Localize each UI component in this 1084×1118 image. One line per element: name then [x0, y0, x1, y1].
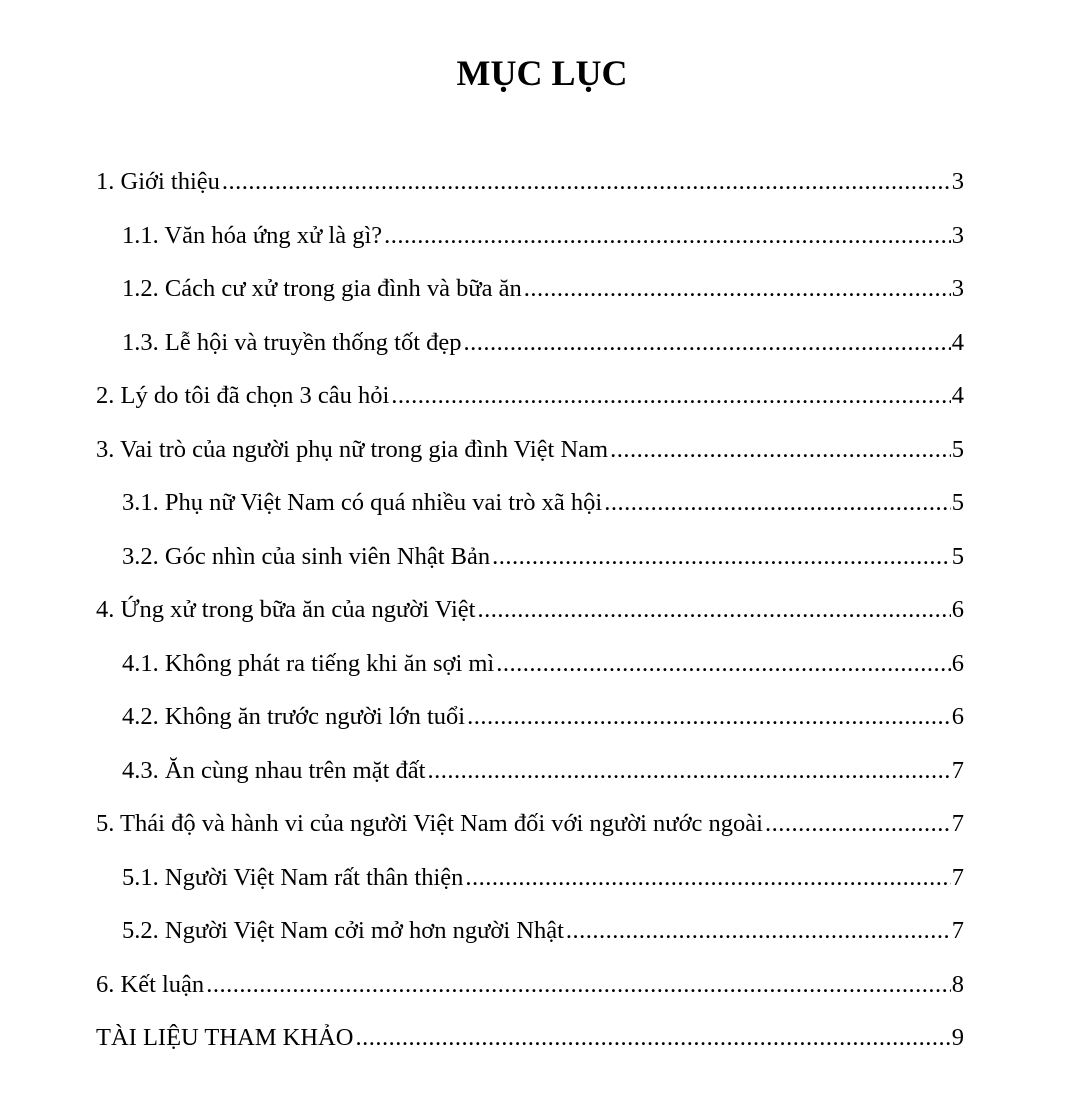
toc-dot-leader — [206, 963, 951, 1007]
toc-list — [96, 160, 964, 1070]
toc-page-number: 3 — [951, 221, 964, 249]
toc-dot-leader — [467, 695, 951, 739]
toc-entry-khong-an-truoc[interactable] — [96, 695, 964, 749]
toc-entry-coi-mo[interactable] — [96, 909, 964, 963]
toc-entry-label: 3. Vai trò của người phụ nữ trong gia đình Việt Nam — [96, 435, 609, 463]
toc-entry-label: 4.3. Ăn cùng nhau trên mặt đất — [122, 756, 426, 784]
toc-entry-thai-do[interactable] — [96, 802, 964, 856]
toc-page-number: 4 — [951, 382, 964, 409]
toc-page-number: 3 — [951, 168, 964, 195]
toc-entry-an-cung-nhau[interactable] — [96, 749, 964, 803]
toc-page-number: 3 — [951, 275, 964, 302]
toc-page-number: 6 — [951, 703, 964, 730]
toc-entry-label: 4.2. Không ăn trước người lớn tuổi — [122, 703, 466, 730]
toc-entry-label: 1.1. Văn hóa ứng xử là gì? — [122, 221, 383, 249]
toc-entry-label: 1.3. Lễ hội và truyền thống tốt đẹp — [122, 328, 462, 356]
toc-dot-leader — [391, 374, 950, 418]
toc-page-number: 7 — [951, 917, 964, 944]
toc-page-number: 7 — [951, 810, 964, 837]
toc-entry-label: 4. Ứng xử trong bữa ăn của người Việt — [96, 596, 476, 623]
toc-dot-leader — [566, 909, 951, 953]
toc-entry-label: 1.2. Cách cư xử trong gia đình và bữa ăn — [122, 275, 522, 302]
toc-dot-leader — [496, 642, 951, 686]
toc-entry-khong-phat-tieng[interactable] — [96, 642, 964, 696]
toc-entry-label: 5.2. Người Việt Nam cởi mở hơn người Nhật — [122, 917, 564, 944]
toc-entry-gioi-thieu[interactable] — [96, 160, 964, 214]
toc-dot-leader — [492, 535, 951, 579]
toc-page-number: 4 — [951, 328, 964, 356]
toc-page-number: 7 — [951, 756, 964, 784]
toc-title: MỤC LỤC — [456, 53, 628, 93]
toc-entry-label: 3.1. Phụ nữ Việt Nam có quá nhiều vai trò xã hội — [122, 489, 603, 516]
toc-entry-label: 4.1. Không phát ra tiếng khi ăn sợi mì — [122, 649, 495, 677]
toc-dot-leader — [610, 428, 951, 472]
toc-entry-cach-cu-xu[interactable] — [96, 267, 964, 321]
toc-entry-than-thien[interactable] — [96, 856, 964, 910]
toc-dot-leader — [465, 856, 950, 900]
toc-entry-label: 2. Lý do tôi đã chọn 3 câu hỏi — [96, 382, 390, 409]
toc-dot-leader — [384, 214, 951, 258]
toc-entry-ket-luan[interactable] — [96, 963, 964, 1017]
toc-dot-leader — [524, 267, 951, 311]
toc-entry-label: 5.1. Người Việt Nam rất thân thiện — [122, 863, 464, 891]
toc-page-number: 5 — [951, 489, 964, 516]
toc-entry-ly-do[interactable] — [96, 374, 964, 428]
toc-page-number: 7 — [951, 863, 964, 891]
toc-page-number: 5 — [951, 435, 964, 463]
toc-entry-label: TÀI LIỆU THAM KHẢO — [96, 1024, 354, 1051]
toc-entry-label: 6. Kết luận — [96, 970, 205, 998]
toc-entry-ung-xu-bua-an[interactable] — [96, 588, 964, 642]
toc-dot-leader — [464, 321, 951, 365]
toc-page-number: 6 — [951, 596, 964, 623]
toc-page-number: 8 — [951, 970, 964, 998]
toc-dot-leader — [765, 802, 951, 846]
toc-page-number: 5 — [951, 542, 964, 570]
toc-entry-goc-nhin[interactable] — [96, 535, 964, 589]
toc-entry-le-hoi[interactable] — [96, 321, 964, 375]
toc-entry-phu-nu-vai-tro[interactable] — [96, 481, 964, 535]
toc-dot-leader — [427, 749, 950, 793]
toc-entry-tai-lieu-tham-khao[interactable] — [96, 1016, 964, 1070]
toc-entry-label: 3.2. Góc nhìn của sinh viên Nhật Bản — [122, 542, 491, 570]
toc-page-number: 9 — [951, 1024, 964, 1051]
toc-dot-leader — [604, 481, 951, 525]
toc-dot-leader — [222, 160, 951, 204]
toc-dot-leader — [355, 1016, 950, 1060]
toc-page-number: 6 — [951, 649, 964, 677]
toc-entry-van-hoa-ung-xu[interactable] — [96, 214, 964, 268]
toc-entry-vai-tro-phu-nu[interactable] — [96, 428, 964, 482]
toc-dot-leader — [477, 588, 950, 632]
toc-entry-label: 1. Giới thiệu — [96, 168, 220, 195]
toc-entry-label: 5. Thái độ và hành vi của người Việt Nam đối với người nước ngoài — [96, 810, 763, 837]
